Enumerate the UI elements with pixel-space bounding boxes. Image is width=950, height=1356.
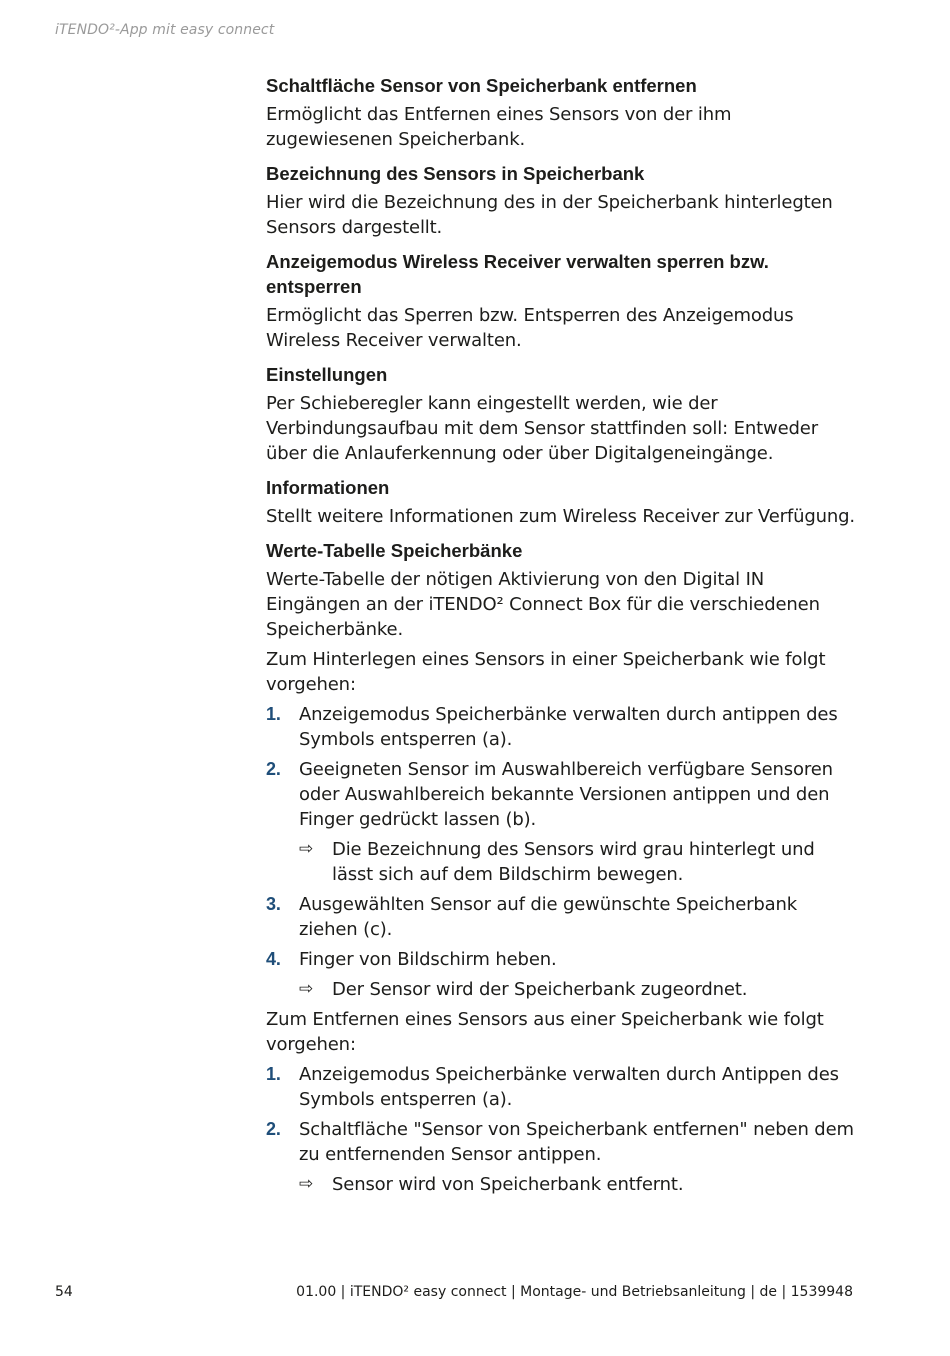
step-number: 1.	[266, 1064, 281, 1084]
section-title: Anzeigemodus Wireless Receiver verwalten sperren bzw. entsperren	[266, 251, 769, 297]
section-title: Schaltfläche Sensor von Speicherbank entfernen	[266, 75, 697, 96]
procedure-remove-intro: Zum Entfernen eines Sensors aus einer Speicherbank wie folgt vorgehen:	[266, 1009, 824, 1055]
footer-document-info: 01.00 | iTENDO² easy connect | Montage- und Betriebsanleitung | de | 1539948	[296, 1284, 853, 1300]
main-content	[266, 73, 856, 1202]
step-result	[299, 837, 856, 887]
step-number: 2.	[266, 1119, 281, 1139]
step-number: 3.	[266, 894, 281, 914]
section-title: Werte-Tabelle Speicherbänke	[266, 540, 523, 561]
step-text: Geeigneten Sensor im Auswahlbereich verfügbare Sensoren oder Auswahlbereich bekannte Versionen antippen und den Finger gedrückt lassen (b).	[299, 759, 833, 830]
section-body: Hier wird die Bezeichnung des in der Speicherbank hinterlegten Sensors dargestellt.	[266, 192, 833, 238]
step-text: Schaltfläche "Sensor von Speicherbank entfernen" neben dem zu entfernenden Sensor antippen.	[299, 1119, 854, 1165]
list-item	[266, 1062, 856, 1112]
step-text: Ausgewählten Sensor auf die gewünschte Speicherbank ziehen (c).	[299, 894, 798, 940]
result-arrow-icon: ⇨	[299, 979, 314, 999]
step-text: Finger von Bildschirm heben.	[299, 949, 557, 970]
step-result	[299, 1172, 856, 1197]
section-lock-mode	[266, 249, 856, 353]
list-item	[266, 947, 856, 1002]
result-text: Die Bezeichnung des Sensors wird grau hinterlegt und lässt sich auf dem Bildschirm bewegen.	[332, 839, 815, 885]
list-item	[266, 1117, 856, 1197]
page-number: 54	[55, 1284, 73, 1300]
procedure-remove-steps	[266, 1062, 856, 1197]
section-title: Einstellungen	[266, 364, 388, 385]
section-body: Ermöglicht das Entfernen eines Sensors von der ihm zugewiesenen Speicherbank.	[266, 104, 732, 150]
result-arrow-icon: ⇨	[299, 1174, 314, 1194]
section-body: Per Schieberegler kann eingestellt werden, wie der Verbindungsaufbau mit dem Sensor stattfinden soll: Entweder über die Anlauferkennung oder über Digitalgeneingänge.	[266, 393, 818, 464]
step-number: 4.	[266, 949, 281, 969]
section-remove-button	[266, 73, 856, 152]
list-item	[266, 757, 856, 887]
section-body: Werte-Tabelle der nötigen Aktivierung von den Digital IN Eingängen an der iTENDO² Connect Box für die verschiedenen Speicherbänke.	[266, 569, 820, 640]
result-arrow-icon: ⇨	[299, 839, 314, 859]
step-result	[299, 977, 856, 1002]
procedure-store-steps	[266, 702, 856, 1002]
procedure-store-intro: Zum Hinterlegen eines Sensors in einer Speicherbank wie folgt vorgehen:	[266, 649, 826, 695]
section-settings	[266, 362, 856, 466]
step-number: 1.	[266, 704, 281, 724]
section-value-table	[266, 538, 856, 642]
section-title: Informationen	[266, 477, 390, 498]
step-number: 2.	[266, 759, 281, 779]
section-sensor-label	[266, 161, 856, 240]
section-body: Ermöglicht das Sperren bzw. Entsperren des Anzeigemodus Wireless Receiver verwalten.	[266, 305, 794, 351]
list-item	[266, 892, 856, 942]
section-body: Stellt weitere Informationen zum Wireless Receiver zur Verfügung.	[266, 506, 855, 527]
section-information	[266, 475, 856, 529]
step-text: Anzeigemodus Speicherbänke verwalten durch Antippen des Symbols entsperren (a).	[299, 1064, 839, 1110]
result-text: Sensor wird von Speicherbank entfernt.	[332, 1174, 684, 1195]
section-title: Bezeichnung des Sensors in Speicherbank	[266, 163, 645, 184]
step-text: Anzeigemodus Speicherbänke verwalten durch antippen des Symbols entsperren (a).	[299, 704, 838, 750]
result-text: Der Sensor wird der Speicherbank zugeordnet.	[332, 979, 748, 1000]
list-item	[266, 702, 856, 752]
running-header: iTENDO²-App mit easy connect	[55, 22, 275, 38]
